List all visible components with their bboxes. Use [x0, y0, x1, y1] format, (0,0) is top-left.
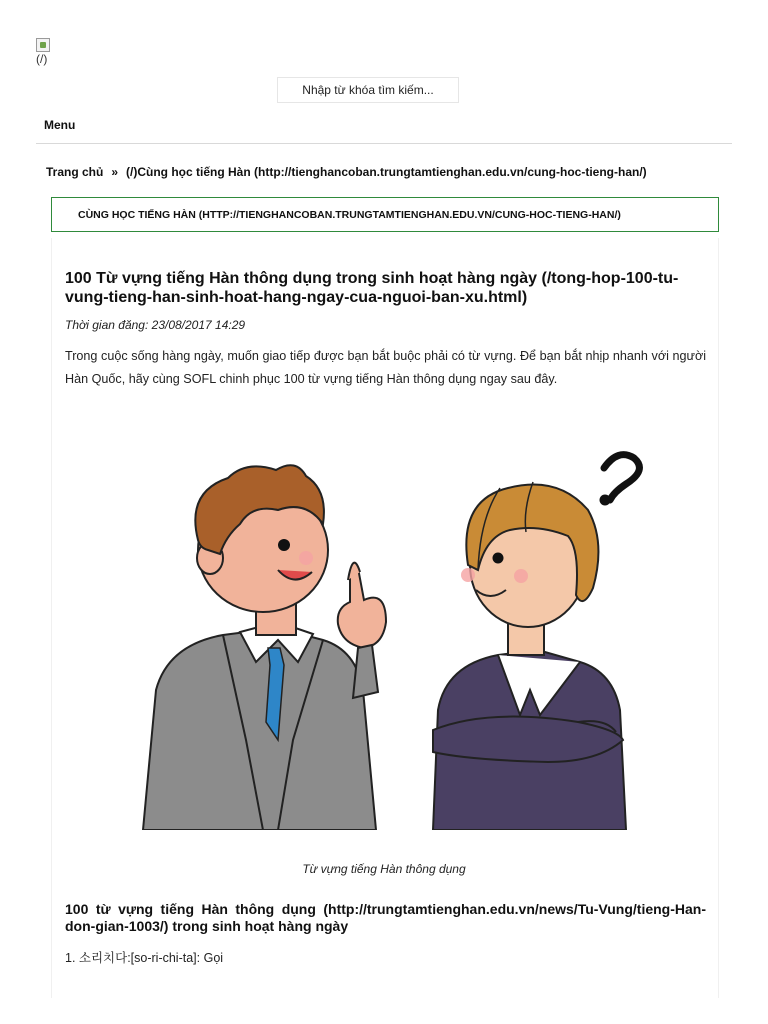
- search-input[interactable]: Nhập từ khóa tìm kiếm...: [277, 77, 459, 103]
- broken-image-icon: [36, 38, 50, 52]
- header-divider: [36, 143, 732, 144]
- question-mark-icon: [600, 455, 640, 506]
- logo-alt-text: (/): [36, 52, 48, 66]
- image-caption: Từ vựng tiếng Hàn thông dụng: [302, 862, 466, 876]
- site-logo[interactable]: [36, 38, 50, 66]
- breadcrumb-home-link[interactable]: Trang chủ: [46, 165, 104, 179]
- breadcrumb-separator: »: [111, 165, 119, 179]
- article-illustration: [128, 440, 648, 830]
- article-title-link[interactable]: 100 Từ vựng tiếng Hàn thông dụng trong sinh hoạt hàng ngày (/tong-hop-100-tu-vung-tieng-han-sinh-hoat-hang-ngay-cua-nguoi-ban-xu.html): [65, 270, 679, 306]
- woman-figure: [433, 482, 626, 830]
- section-heading-link[interactable]: 100 từ vựng tiếng Hàn thông dụng (http://trungtamtienghan.edu.vn/news/Tu-Vung/tieng-Han-don-gian-1003/) trong sinh hoạt hàng ngày: [65, 901, 706, 934]
- breadcrumb-current-link[interactable]: (/)Cùng học tiếng Hàn (http://tienghancoban.trungtamtienghan.edu.vn/cung-hoc-tieng-han/): [126, 165, 647, 179]
- man-figure: [143, 465, 386, 830]
- breadcrumb: [46, 165, 647, 179]
- vocab-item: 1. 소리치다:[so-ri-chi-ta]: Gọi: [65, 951, 224, 965]
- menu-toggle[interactable]: Menu: [44, 118, 76, 132]
- post-date: Thời gian đăng: 23/08/2017 14:29: [65, 318, 246, 332]
- article-intro: Trong cuộc sống hàng ngày, muốn giao tiếp được bạn bắt buộc phải có từ vựng. Để bạn bắt nhịp nhanh với người Hàn Quốc, hãy cùng SOFL chinh phục 100 từ vựng tiếng Hàn thông dụng ngay sau đây.: [65, 349, 706, 386]
- category-heading-link[interactable]: CÙNG HỌC TIẾNG HÀN (HTTP://TIENGHANCOBAN.TRUNGTAMTIENGHAN.EDU.VN/CUNG-HOC-TIENG-HAN/): [51, 197, 719, 232]
